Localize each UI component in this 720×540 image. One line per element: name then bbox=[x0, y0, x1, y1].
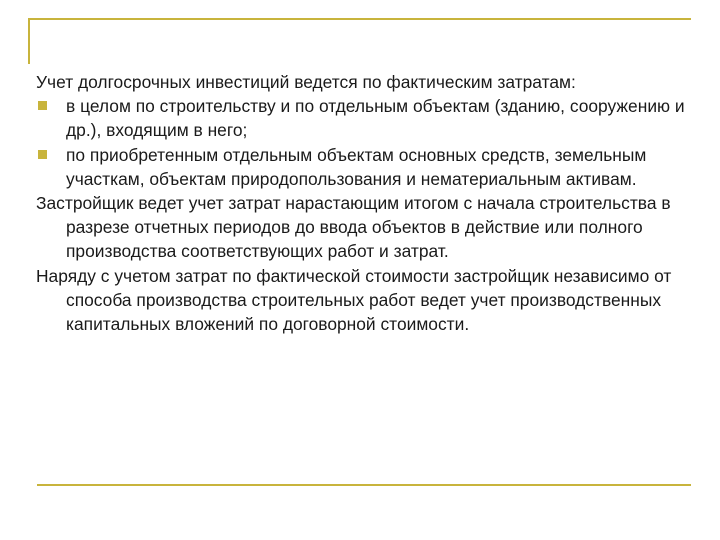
top-border-line bbox=[28, 18, 691, 20]
bullet-item-acquired-objects bbox=[36, 143, 696, 191]
paragraph-contract-cost: Наряду с учетом затрат по фактической стоимости застройщик независимо от способа производства строительных работ ведет учет производственных капитальных вложений по договорной стоимости. bbox=[36, 265, 672, 335]
square-bullet-icon bbox=[38, 150, 47, 159]
paragraph-developer-accounting: Застройщик ведет учет затрат нарастающим итогом с начала строительства в разрезе отчетных периодов до ввода объектов в действие или полного производства соответствующих работ и затрат. bbox=[36, 193, 671, 262]
bottom-border-line bbox=[37, 484, 691, 486]
slide-content bbox=[36, 70, 696, 336]
bullet-text-acquired-objects: по приобретенным отдельным объектам основных средств, земельным участкам, объектам природопользования и нематериальным активам. bbox=[66, 144, 647, 189]
bullet-text-construction: в целом по строительству и по отдельным объектам (зданию, сооружению и др.), входящим в него; bbox=[66, 96, 685, 141]
square-bullet-icon bbox=[38, 101, 47, 110]
bullet-item-construction bbox=[36, 94, 696, 142]
paragraph-intro: Учет долгосрочных инвестиций ведется по фактическим затратам: bbox=[36, 72, 576, 92]
left-border-line bbox=[28, 18, 30, 64]
